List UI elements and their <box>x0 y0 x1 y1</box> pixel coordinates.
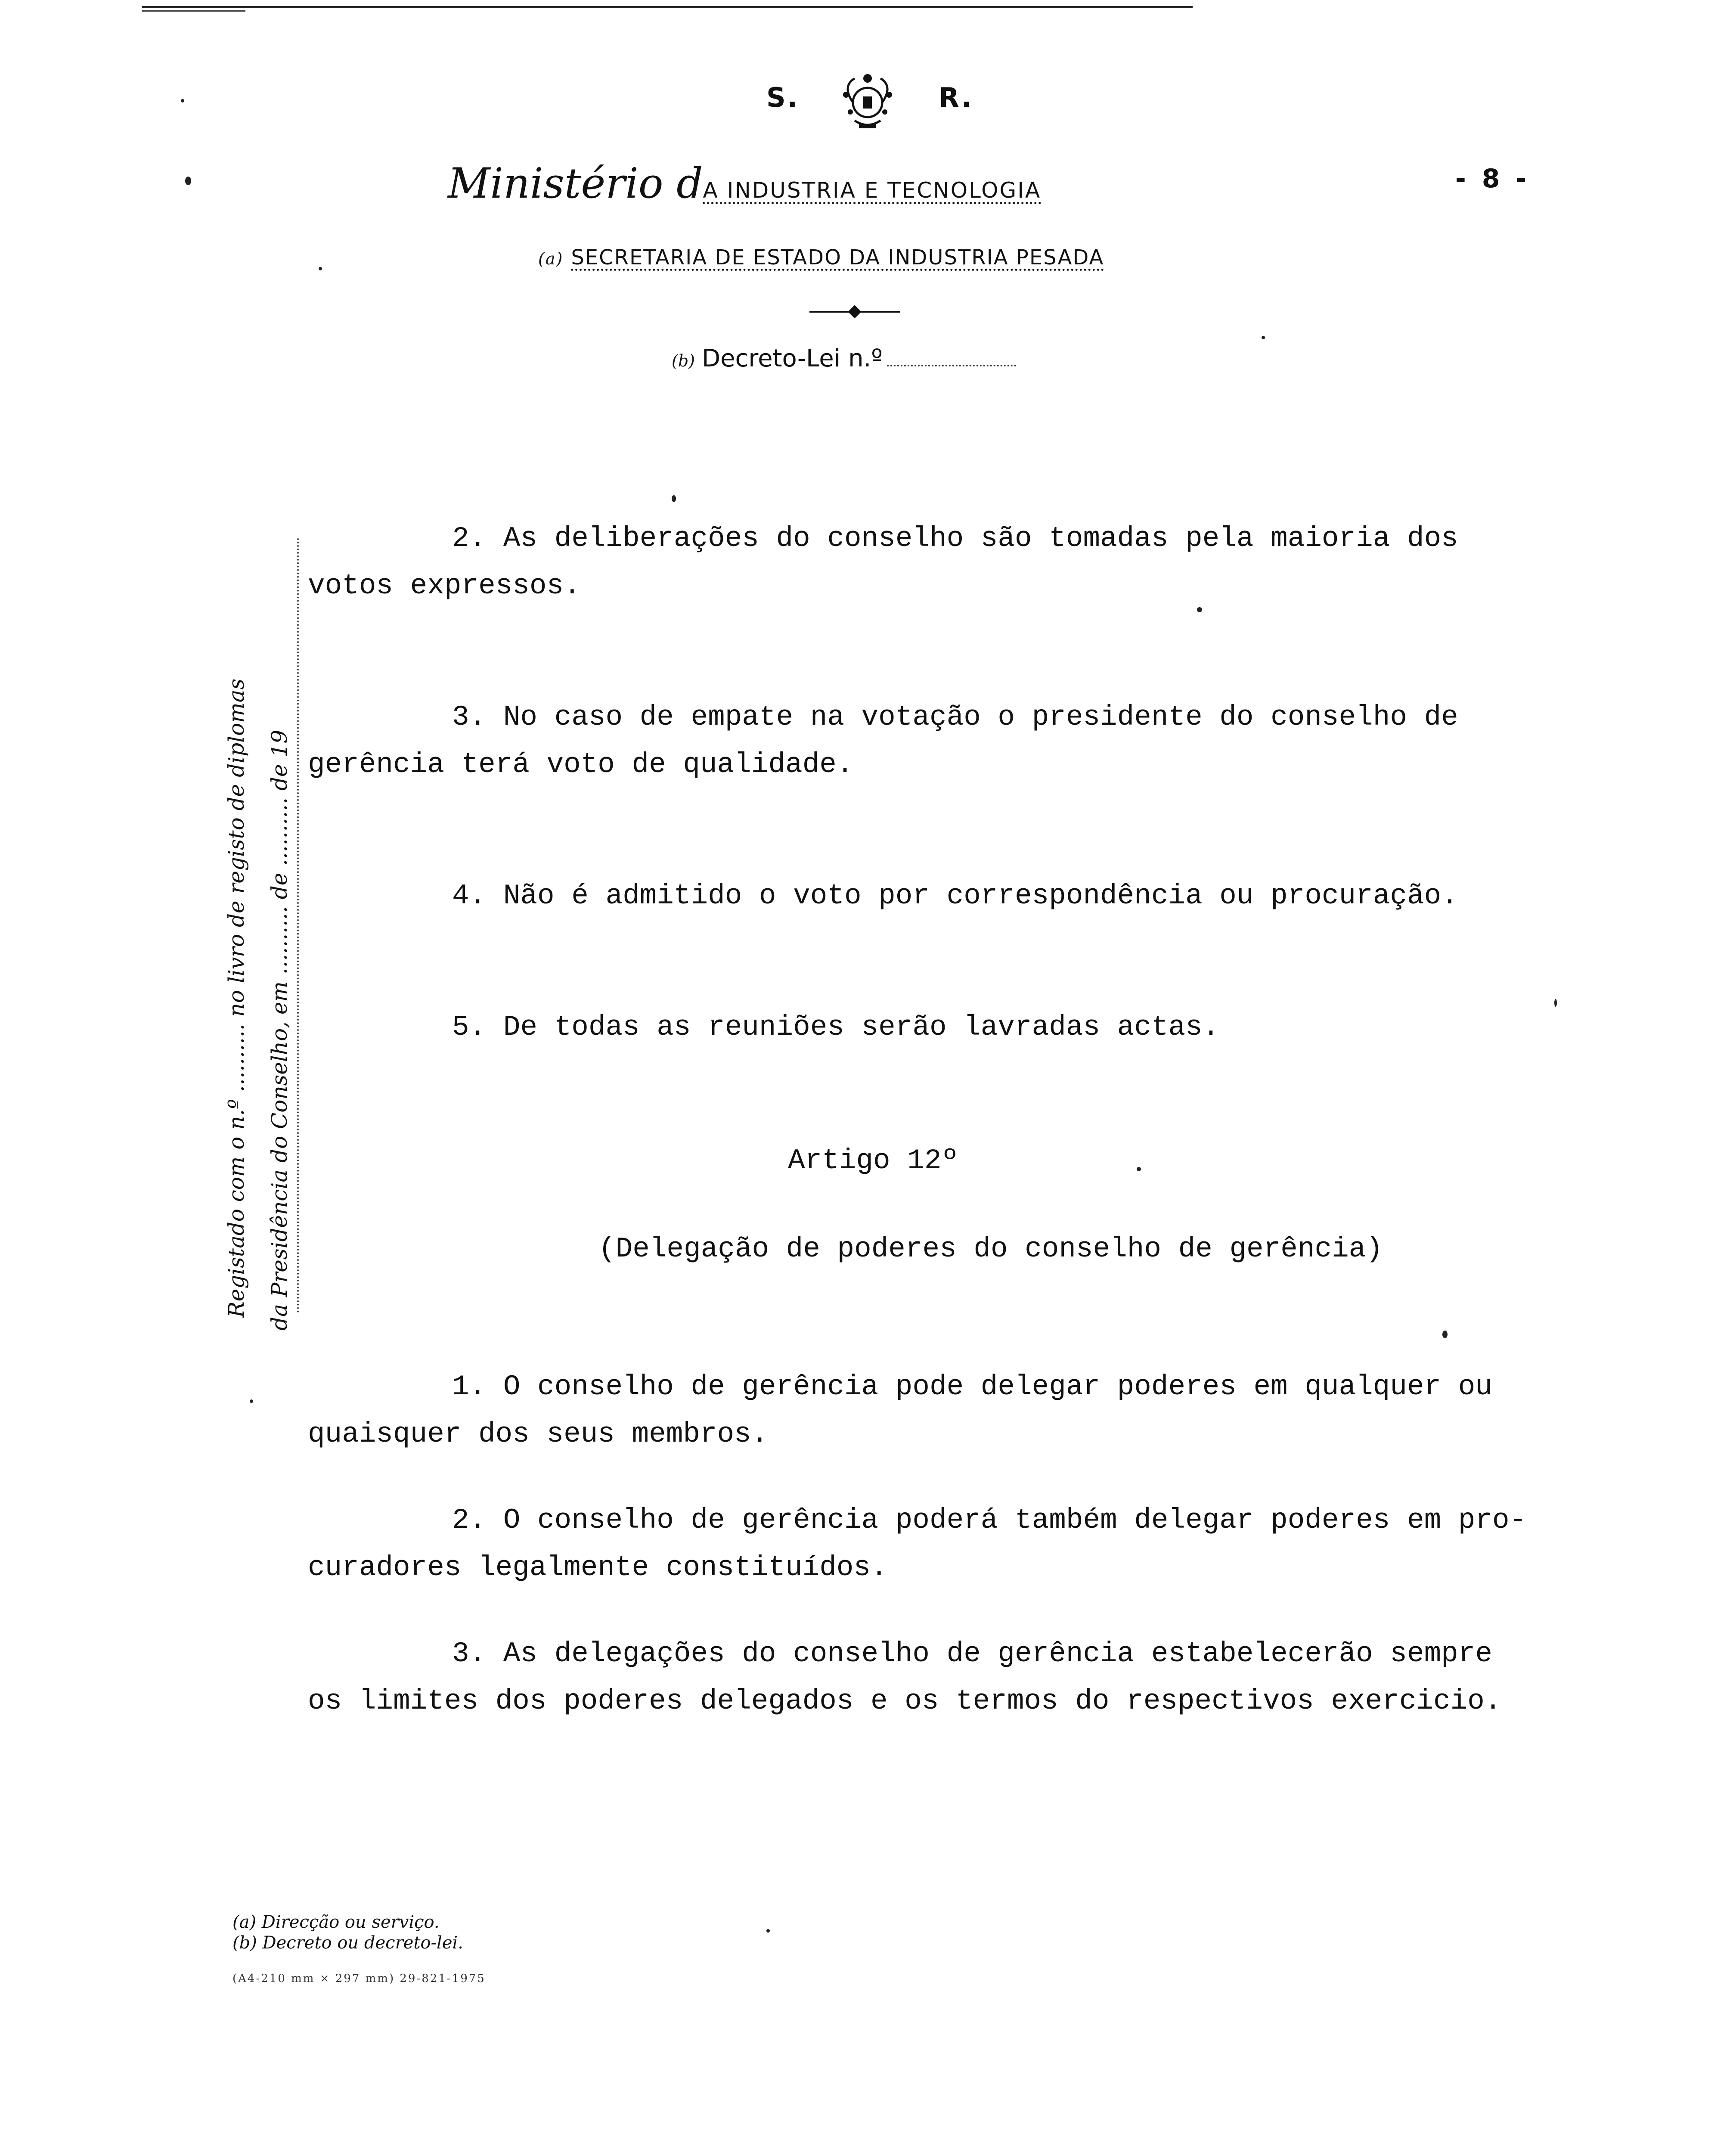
print-code: (A4-210 mm × 297 mm) 29-821-1975 <box>232 1972 486 1985</box>
decree-label: (b) <box>672 351 695 370</box>
scan-speck <box>1442 1331 1448 1338</box>
ministry-department: A INDUSTRIA E TECNOLOGIA <box>703 178 1042 203</box>
paragraph-3-line-2: gerência terá voto de qualidade. <box>308 748 854 781</box>
footnotes <box>232 1912 463 1953</box>
footnote-b: (b) Decreto ou decreto-lei. <box>232 1933 464 1953</box>
scan-speck <box>181 99 184 102</box>
ministry-heading <box>448 159 1041 208</box>
secretary-value: SECRETARIA DE ESTADO DA INDUSTRIA PESADA <box>571 245 1104 270</box>
paragraph-5: 5. De todas as reuniões serão lavradas actas. <box>452 1011 1220 1043</box>
paragraph-3-line-1: 3. No caso de empate na votação o presidente do conselho de <box>452 701 1458 733</box>
scan-speck <box>1262 336 1265 339</box>
margin-dotted-rule <box>297 538 299 1313</box>
scan-speck <box>319 267 322 270</box>
scan-speck <box>672 495 676 502</box>
margin-registration-note: Registado com o n.º .......... no livro de registo de diplomas <box>224 678 249 1318</box>
paragraph-2-line-1: 2. As deliberações do conselho são tomadas pela maioria dos <box>452 522 1458 555</box>
paragraph-4: 4. Não é admitido o voto por correspondência ou procuração. <box>452 880 1458 912</box>
decree-line <box>672 344 1016 372</box>
article-paragraph-2-line-1: 2. O conselho de gerência poderá também delegar poderes em pro- <box>452 1504 1527 1536</box>
decree-text: Decreto-Lei n.º <box>701 344 883 372</box>
article-subtitle: (Delegação de poderes do conselho de gerência) <box>598 1233 1383 1265</box>
article-title: Artigo 12º <box>788 1145 959 1177</box>
scan-speck <box>1137 1167 1141 1171</box>
scan-speck <box>766 1929 770 1933</box>
scan-speck <box>1554 999 1557 1007</box>
scan-speck <box>185 177 191 185</box>
footnote-a: (a) Direcção ou serviço. <box>232 1912 440 1932</box>
paragraph-2-line-2: votos expressos. <box>308 570 581 602</box>
r-letter: R. <box>939 82 973 113</box>
scan-speck <box>250 1399 253 1403</box>
secretary-line <box>538 245 1104 270</box>
coat-of-arms-icon <box>833 69 902 133</box>
top-rule <box>142 6 1193 8</box>
secretary-label: (a) <box>538 249 564 268</box>
divider-diamond-icon <box>848 305 861 318</box>
margin-presidency-note: da Presidência do Conselho, em .......... de .......... de 19 <box>267 729 292 1331</box>
page-number: - 8 - <box>1455 164 1530 194</box>
article-paragraph-3-line-1: 3. As delegações do conselho de gerência estabelecerão sempre <box>452 1638 1492 1670</box>
article-paragraph-3-line-2: os limites dos poderes delegados e os termos do respectivos exercicio. <box>308 1685 1502 1717</box>
scan-speck <box>1197 607 1202 612</box>
article-paragraph-1-line-2: quaisquer dos seus membros. <box>308 1418 769 1450</box>
decree-number-blank <box>887 365 1016 366</box>
ministry-prefix: Ministério d <box>448 159 703 208</box>
top-rule-secondary <box>142 10 245 12</box>
s-letter: S. <box>766 82 800 113</box>
article-paragraph-1-line-1: 1. O conselho de gerência pode delegar poderes em qualquer ou <box>452 1371 1492 1403</box>
article-paragraph-2-line-2: curadores legalmente constituídos. <box>308 1551 888 1584</box>
